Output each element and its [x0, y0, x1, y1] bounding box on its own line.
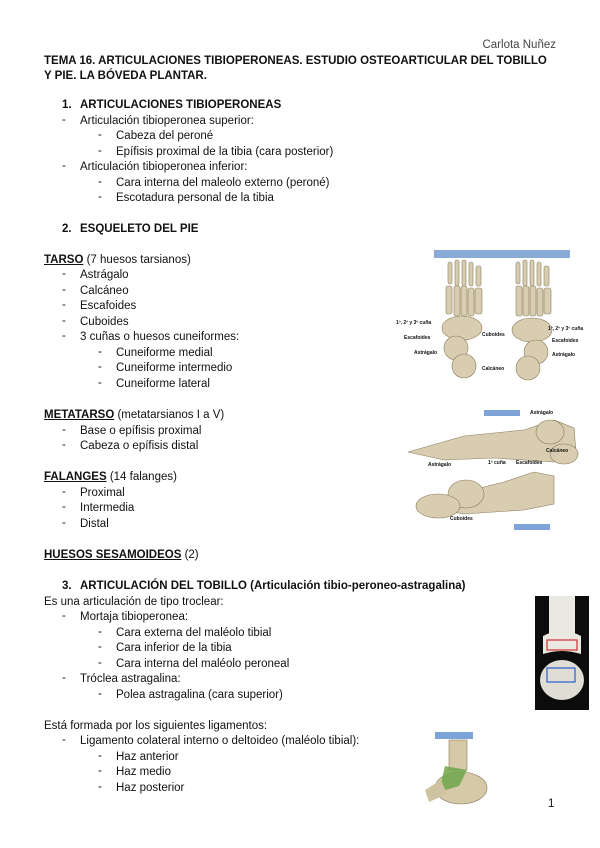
list-dash: - — [98, 361, 102, 373]
list-item: Distal — [80, 518, 109, 530]
list-item: Haz anterior — [116, 751, 179, 763]
list-dash: - — [98, 750, 102, 762]
list-dash: - — [62, 501, 66, 513]
list-item: Cara inferior de la tibia — [116, 642, 232, 654]
list-dash: - — [62, 424, 66, 436]
list-item: Escafoides — [80, 300, 137, 312]
fig1-label: Astrágalo — [414, 350, 438, 356]
list-dash: - — [98, 346, 102, 358]
list-dash: - — [62, 160, 66, 172]
mortaja-label: Mortaja tibioperonea: — [80, 611, 189, 623]
fig1-label: 1º, 2º y 3º cuña — [396, 320, 432, 326]
ligamento-deltoideo: Ligamento colateral interno o deltoideo (maléolo tibial): — [80, 735, 360, 747]
list-item: Proximal — [80, 487, 125, 499]
foot-skeleton-figure — [396, 248, 584, 384]
list-item: Calcáneo — [80, 285, 129, 297]
list-dash: - — [98, 641, 102, 653]
list-item: Base o epífisis proximal — [80, 425, 202, 437]
falanges-label: FALANGES — [44, 471, 107, 483]
ankle-xray-drawing — [535, 596, 589, 710]
foot-lateral-figure — [404, 406, 584, 536]
page-title-line1: TEMA 16. ARTICULACIONES TIBIOPERONEAS. ESTUDIO OSTEOARTICULAR DEL TOBILLO — [44, 55, 547, 67]
list-dash: - — [62, 268, 66, 280]
fig2-label: Escafoides — [516, 460, 543, 466]
list-dash: - — [62, 439, 66, 451]
falanges-line — [44, 470, 177, 485]
ankle-xray-figure — [535, 596, 589, 710]
list-item: Cuneiforme lateral — [116, 378, 210, 390]
lateral-foot-drawing — [404, 406, 584, 536]
tarso-note: (7 huesos tarsianos) — [83, 254, 191, 266]
fig1-label: Cuboides — [482, 332, 505, 338]
metatarso-note: (metatarsianos I a V) — [114, 409, 225, 421]
fig2-label: Cuboides — [450, 516, 473, 522]
sesamoideos-line — [44, 548, 199, 563]
list-dash: - — [98, 145, 102, 157]
ligament-drawing — [423, 730, 489, 806]
fig1-label: Escafoides — [404, 335, 431, 341]
fig2-label: Astrágalo — [428, 462, 452, 468]
list-dash: - — [98, 781, 102, 793]
list-dash: - — [98, 688, 102, 700]
list-item: Haz medio — [116, 766, 171, 778]
section2-heading: ESQUELETO DEL PIE — [80, 223, 199, 235]
list-dash: - — [62, 517, 66, 529]
list-dash: - — [62, 610, 66, 622]
list-dash: - — [62, 114, 66, 126]
fig1-label: 1º, 2º y 3º cuña — [548, 326, 584, 332]
author-name: Carlota Nuñez — [482, 39, 556, 51]
fig2-label: 1ª cuña — [488, 460, 506, 466]
list-dash: - — [98, 765, 102, 777]
sesamoideos-note: (2) — [181, 549, 199, 561]
list-dash: - — [62, 486, 66, 498]
metatarso-line — [44, 408, 224, 423]
falanges-note: (14 falanges) — [106, 471, 177, 483]
list-dash: - — [98, 176, 102, 188]
tarso-line — [44, 253, 191, 268]
list-dash: - — [98, 129, 102, 141]
list-dash: - — [98, 626, 102, 638]
fig1-label: Escafoides — [552, 338, 579, 344]
list-dash: - — [98, 191, 102, 203]
page-number: 1 — [548, 798, 555, 810]
ligamentos-intro: Está formada por los siguientes ligamentos: — [44, 720, 268, 732]
deltoid-ligament-figure — [423, 730, 489, 806]
list-item: Cabeza del peroné — [116, 130, 214, 142]
list-item: 3 cuñas o huesos cuneiformes: — [80, 331, 240, 343]
foot-bones-drawing — [396, 248, 574, 384]
list-dash: - — [62, 330, 66, 342]
metatarso-label: METATARSO — [44, 409, 115, 421]
troclea-label: Tróclea astragalina: — [80, 673, 181, 685]
section3-number: 3. — [62, 580, 72, 592]
list-dash: - — [62, 315, 66, 327]
list-item: Astrágalo — [80, 269, 129, 281]
list-item: Cuneiforme intermedio — [116, 362, 233, 374]
section1-heading: ARTICULACIONES TIBIOPERONEAS — [80, 99, 282, 111]
fig2-label: Calcáneo — [546, 448, 569, 454]
list-item: Escotadura personal de la tibia — [116, 192, 274, 204]
list-item: Cuneiforme medial — [116, 347, 213, 359]
fig1-label: Astrágalo — [552, 352, 576, 358]
list-item: Cuboides — [80, 316, 129, 328]
tibioperonea-superior: Articulación tibioperonea superior: — [80, 115, 254, 127]
list-dash: - — [62, 672, 66, 684]
list-dash: - — [62, 284, 66, 296]
tibioperonea-inferior: Articulación tibioperonea inferior: — [80, 161, 248, 173]
list-dash: - — [62, 734, 66, 746]
list-item: Haz posterior — [116, 782, 185, 794]
fig2-label: Astrágalo — [530, 410, 554, 416]
section1-number: 1. — [62, 99, 72, 111]
list-item: Polea astragalina (cara superior) — [116, 689, 283, 701]
list-item: Cara interna del maléolo peroneal — [116, 658, 290, 670]
tarso-label: TARSO — [44, 254, 84, 266]
list-item: Cabeza o epífisis distal — [80, 440, 199, 452]
list-dash: - — [62, 299, 66, 311]
fig1-label: Calcáneo — [482, 366, 505, 372]
list-item: Cara externa del maléolo tibial — [116, 627, 272, 639]
list-item: Epífisis proximal de la tibia (cara posterior) — [116, 146, 334, 158]
list-dash: - — [98, 377, 102, 389]
sesamoideos-label: HUESOS SESAMOIDEOS — [44, 549, 182, 561]
section3-heading: ARTICULACIÓN DEL TOBILLO (Articulación tibio-peroneo-astragalina) — [80, 580, 466, 592]
list-dash: - — [98, 657, 102, 669]
list-item: Intermedia — [80, 502, 135, 514]
section2-number: 2. — [62, 223, 72, 235]
tobillo-intro: Es una articulación de tipo troclear: — [44, 596, 224, 608]
list-item: Cara interna del maleolo externo (peroné) — [116, 177, 330, 189]
page-title-line2: Y PIE. LA BÓVEDA PLANTAR. — [44, 70, 207, 82]
